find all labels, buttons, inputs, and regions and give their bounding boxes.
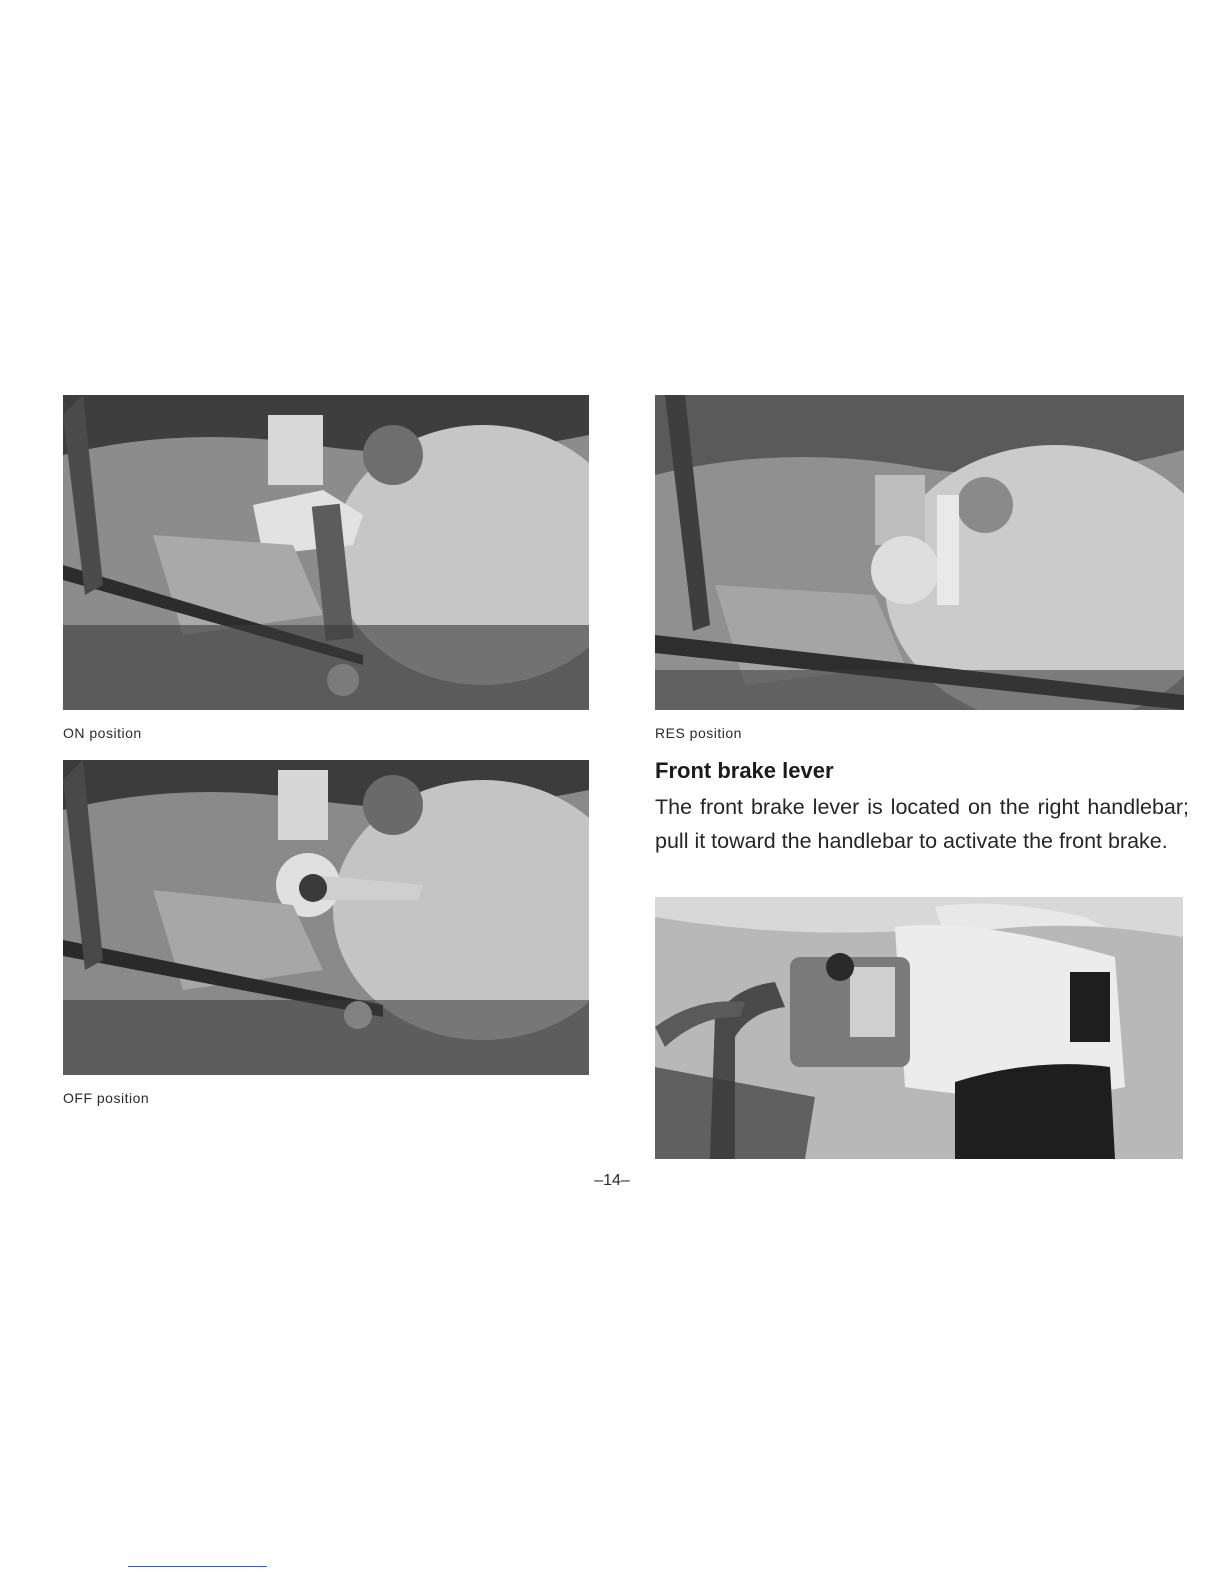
on-position-caption: ON position <box>63 725 142 741</box>
fuel-cock-on-photo <box>63 395 589 710</box>
bottom-rule <box>128 1566 267 1567</box>
section-heading: Front brake lever <box>655 758 834 783</box>
page-number: –14– <box>594 1172 630 1189</box>
front-brake-lever-photo <box>655 897 1183 1159</box>
off-position-caption: OFF position <box>63 1090 150 1106</box>
fuel-cock-res-photo <box>655 395 1184 710</box>
section-body: The front brake lever is located on the right handlebar; pull it toward the handlebar to activate the front brake. <box>655 795 1189 853</box>
res-position-caption: RES position <box>655 725 742 741</box>
fuel-cock-off-photo <box>63 760 589 1075</box>
